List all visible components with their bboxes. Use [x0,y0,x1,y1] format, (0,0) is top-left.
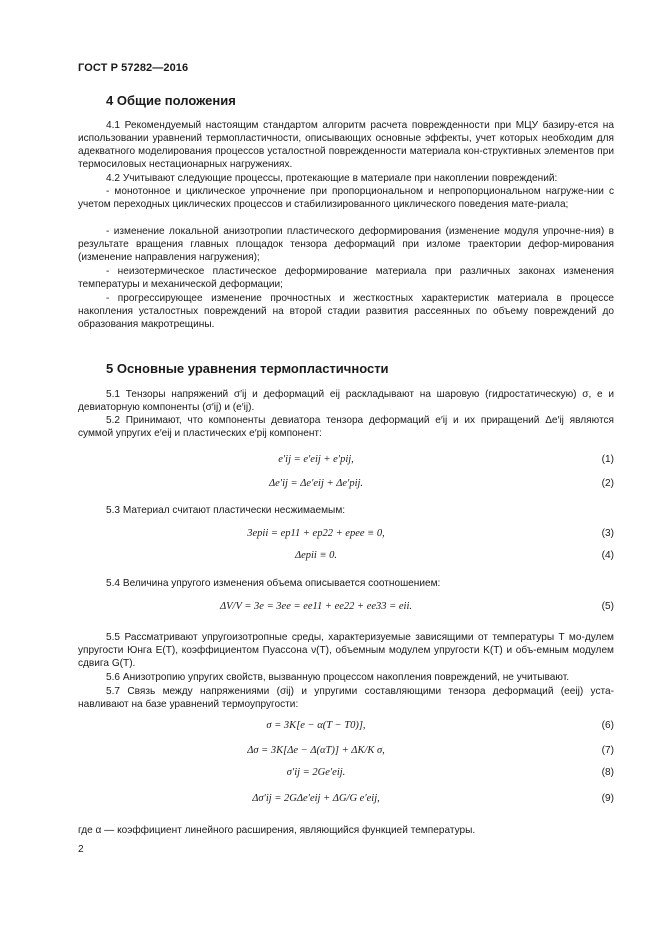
equation-7-formula: Δσ = 3K[Δe − Δ(αT)] + ΔK/K σ, [247,745,385,756]
equation-6 [78,720,614,738]
paragraph-4-1: 4.1 Рекомендуемый настоящим стандартом алгоритм расчета поврежденности при МЦУ базиру-ется на использовании уравнений термопластичности, описывающих основные эффекты, учет которых необходим для адекватного моделирования процессов усталостной поврежденности материала кон-структивных элементов при термосиловых нестационарных нагружениях. [78,120,614,170]
equation-3 [78,528,614,546]
equation-6-number: (6) [601,720,614,731]
equation-4 [78,550,614,568]
list-item-anisotropy: - изменение локальной анизотропии пластического деформирования (изменение модуля упрочне-ния) в результате вращения главных площадок тензора деформаций при изломе траектории дефор-мирования (изменение направления нагружения); [78,226,614,263]
equation-8-formula: σ′ij = 2Ge′eij. [286,767,346,778]
equation-9 [78,793,614,811]
paragraph-5-1: 5.1 Тензоры напряжений σ′ij и деформаций eij раскладывают на шаровую (гидростатическую) σ, e и девиаторную компоненты (σ′ij) и (e′ij). [78,389,614,413]
equation-1-formula: e′ij = e′eij + e′pij, [278,454,354,465]
equation-1-number: (1) [601,454,614,465]
equation-6-formula: σ = 3K[e − α(T − T0)], [266,720,366,731]
equation-2-number: (2) [601,478,614,489]
paragraph-5-4: 5.4 Величина упругого изменения объема описывается соотношением: [106,578,441,589]
page-number: 2 [78,844,84,855]
equation-3-formula: 3epii = ep11 + ep22 + epee ≡ 0, [247,528,385,539]
equation-9-formula: Δσ′ij = 2GΔe′eij + ΔG/G e′eij, [252,793,380,804]
equation-4-formula: Δepii ≡ 0. [294,550,338,561]
equation-5-number: (5) [601,601,614,612]
equation-1 [78,454,614,472]
paragraph-5-7: 5.7 Связь между напряжениями (σij) и упругими составляющими тензора деформаций (eeij) уста-навливают на базе уравнений термоупругости: [78,686,614,710]
equation-3-number: (3) [601,528,614,539]
equation-8-number: (8) [601,767,614,778]
list-item-hardening: - монотонное и циклическое упрочнение при пропорциональном и непропорциональном нагруже-нии с учетом переходных циклических процессов и стабилизированного циклического поведения мате-риала; [78,186,614,210]
equation-5 [78,601,614,619]
paragraph-alpha-definition: где α — коэффициент линейного расширения, являющийся функцией температуры. [78,825,476,836]
equation-8 [78,767,614,785]
equation-7 [78,745,614,763]
list-item-progressive-change: - прогрессирующее изменение прочностных и жесткостных характеристик материала в процессе накопления усталостных повреждений на второй стадии развития рассеянных по объему повреждений до образования макротрещины. [78,293,614,330]
paragraph-5-5: 5.5 Рассматривают упругоизотропные среды, характеризуемые зависящими от температуры T мо-дулем упругости Юнга E(T), коэффициентом Пуассона ν(T), объемным модулем упругости K(T) и объ-емным модулем сдвига G(T). [78,632,614,669]
equation-2-formula: Δe′ij = Δe′eij + Δe′pij. [268,478,364,489]
paragraph-5-2: 5.2 Принимают, что компоненты девиатора тензора деформаций e′ij и их приращений Δe′ij являются суммой упругих e′eij и пластических e′pij компонент: [78,415,614,439]
paragraph-5-6: 5.6 Анизотропию упругих свойств, вызванную процессом накопления повреждений, не учитывают. [106,672,570,683]
paragraph-5-3: 5.3 Материал считают пластически несжимаемым: [106,505,346,516]
equation-7-number: (7) [601,745,614,756]
section-5-heading: 5 Основные уравнения термопластичности [106,361,389,376]
paragraph-4-2: 4.2 Учитывают следующие процессы, протекающие в материале при накоплении повреждений: [106,173,558,184]
equation-4-number: (4) [601,550,614,561]
document-standard-header: ГОСТ Р 57282—2016 [78,62,189,74]
list-item-nonisothermal: - неизотермическое пластическое деформирование материала при различных законах изменения температуры и механической деформации; [78,266,614,290]
equation-2 [78,478,614,496]
equation-5-formula: ΔV/V = 3e = 3ee = ee11 + ee22 + ee33 = eii. [219,601,412,612]
equation-9-number: (9) [601,793,614,804]
section-4-heading: 4 Общие положения [106,93,236,108]
